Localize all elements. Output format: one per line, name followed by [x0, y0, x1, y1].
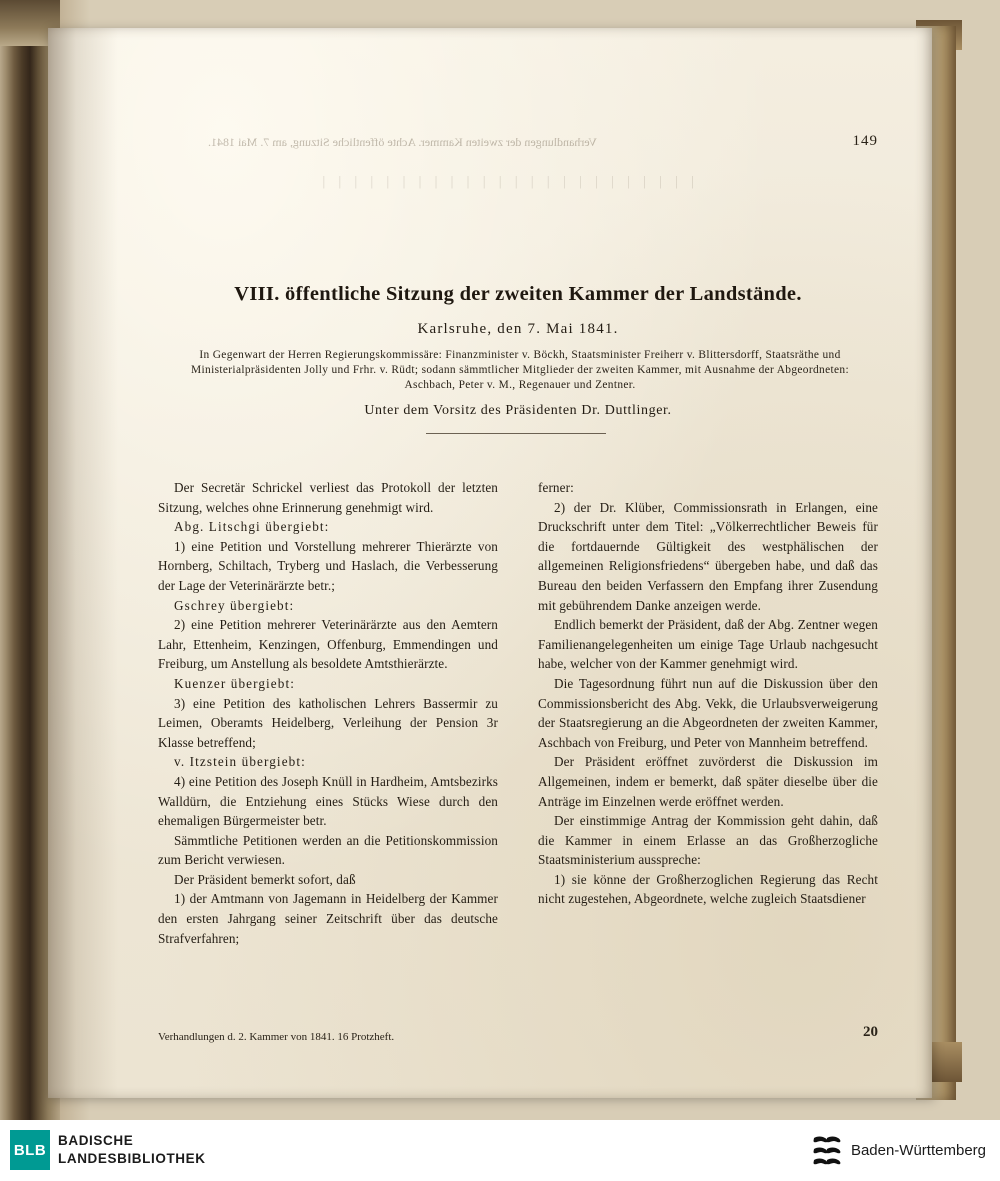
paragraph: v. Itzstein übergiebt:: [174, 754, 306, 770]
library-name-line1: BADISCHE: [58, 1133, 134, 1148]
paragraph: Der einstimmige Antrag der Kommission geht dahin, daß die Kammer in einem Erlasse an das Großherzogliche Staatsministerium ausspreche:: [538, 813, 878, 868]
paragraph: ferner:: [538, 480, 574, 495]
paragraph: Die Tagesordnung führt nun auf die Diskussion über den Commissionsbericht des Abg. Vekk, die Urlaubsverweigerung der Staatsregierung an die Abgeordneten der zweiten Kammer, Aschbach von Freiburg, und Peter von Mannheim betreffend.: [538, 675, 878, 750]
footer-bar: [0, 1120, 1000, 1181]
paragraph: 4) eine Petition des Joseph Knüll in Hardheim, Amtsbezirks Walldürn, die Entziehung eines Stücks Wiese durch den ehemaligen Bürgermeister betr.: [158, 773, 498, 829]
paragraph: Gschrey übergiebt:: [174, 597, 295, 613]
running-head: Verhandlungen der zweiten Kammer. Achte öffentliche Sitzung, am 7. Mai 1841.: [208, 135, 598, 149]
attendance-note: In Gegenwart der Herren Regierungskommissäre: Finanzminister v. Böckh, Staatsminister Freiherr v. Blittersdorff, Staatsräthe und Ministerialpräsidenten Jolly und Frhr. v. Rüdt; sodann sämmtlicher Mitglieder der zweiten Kammer, mit Ausnahme der Abgeordneten: Aschbach, Peter v. M., Regenauer und Zentner.: [191, 349, 849, 391]
paragraph: Abg. Litschgi übergiebt:: [174, 519, 330, 535]
paragraph: Sämmtliche Petitionen werden an die Petitionskommission zum Bericht verwiesen.: [158, 832, 498, 868]
place-and-date: Karlsruhe, den 7. Mai 1841.: [417, 321, 619, 337]
paragraph: 1) der Amtmann von Jagemann in Heidelberg der Kammer den ersten Jahrgang seiner Zeitschrift über das deutsche Strafverfahren;: [158, 891, 498, 946]
blb-logo: BLB: [10, 1130, 50, 1170]
paragraph: 3) eine Petition des katholischen Lehrers Bassermir zu Leimen, Oberamts Heidelberg, Verleihung der Pension 3r Klasse betreffend;: [158, 695, 498, 750]
paragraph: Der Präsident bemerkt sofort, daß: [174, 871, 356, 887]
paragraph: 2) eine Petition mehrerer Veterinärärzte aus den Aemtern Lahr, Ettenheim, Kenzingen, Offenburg, Emmendingen und Freiburg, um Anstellung als besoldete Amtsthierärzte.: [158, 617, 498, 672]
column-right: [538, 478, 878, 909]
library-name-line2: LANDESBIBLIOTHEK: [58, 1151, 206, 1166]
library-name: [58, 1132, 206, 1168]
sheet-signature: 20: [863, 1024, 878, 1040]
paragraph: 1) eine Petition und Vorstellung mehrerer Thierärzte von Hornberg, Schiltach, Tryberg und Haslach, die Verbesserung der Lage der Veterinärärzte betr.;: [158, 538, 498, 593]
presidency-line: Unter dem Vorsitz des Präsidenten Dr. Duttlinger.: [364, 403, 672, 418]
state-name: Baden-Württemberg: [850, 1141, 986, 1159]
paragraph: 1) sie könne der Großherzoglichen Regierung das Recht nicht zugestehen, Abgeordnete, welche zugleich Staatsdiener: [538, 871, 878, 907]
paragraph: 2) der Dr. Klüber, Commissionsrath in Erlangen, eine Druckschrift unter dem Titel: „Völkerrechtlicher Beweis für die fortdauernde Gültigkeit des westphälischen der allgemeinen Religionsfriedens“ übergeben habe, und daß das Bureau den beiden Verfassern den Empfang ihrer Zusendung mit gebührendem Danke anzeigen werde.: [538, 499, 878, 613]
paragraph: Der Secretär Schrickel verliest das Protokoll der letzten Sitzung, welches ohne Erinnerung genehmigt wird.: [158, 480, 498, 515]
catchword-line: Verhandlungen d. 2. Kammer von 1841. 16 Protzheft.: [158, 1031, 395, 1043]
paragraph: Der Präsident eröffnet zuvörderst die Diskussion im Allgemeinen, indem er bemerkt, daß später dieselbe über die Anträge im Einzelnen werde eröffnet werden.: [538, 754, 878, 809]
page-title: VIII. öffentliche Sitzung der zweiten Kammer der Landstände.: [234, 283, 802, 305]
state-branding: [811, 1134, 986, 1166]
book-page: [48, 28, 932, 1098]
baden-wuerttemberg-lions-icon: [811, 1134, 841, 1166]
page-number: 149: [852, 133, 878, 149]
column-left: [158, 478, 498, 948]
horizontal-rule: [426, 433, 606, 434]
bleed-through-text: ｜ ｜ ｜ ｜ ｜ ｜ ｜ ｜ ｜ ｜ ｜ ｜ ｜ ｜ ｜ ｜ ｜ ｜ ｜ ｜ ｜ ｜ ｜ ｜: [317, 176, 699, 190]
paragraph: Endlich bemerkt der Präsident, daß der Abg. Zentner wegen Familienangelegenheiten um einige Tage Urlaub nachgesucht habe, welcher von der Kammer genehmigt wird.: [538, 617, 878, 672]
page-textblock: [158, 133, 878, 1043]
paragraph: Kuenzer übergiebt:: [174, 675, 295, 691]
